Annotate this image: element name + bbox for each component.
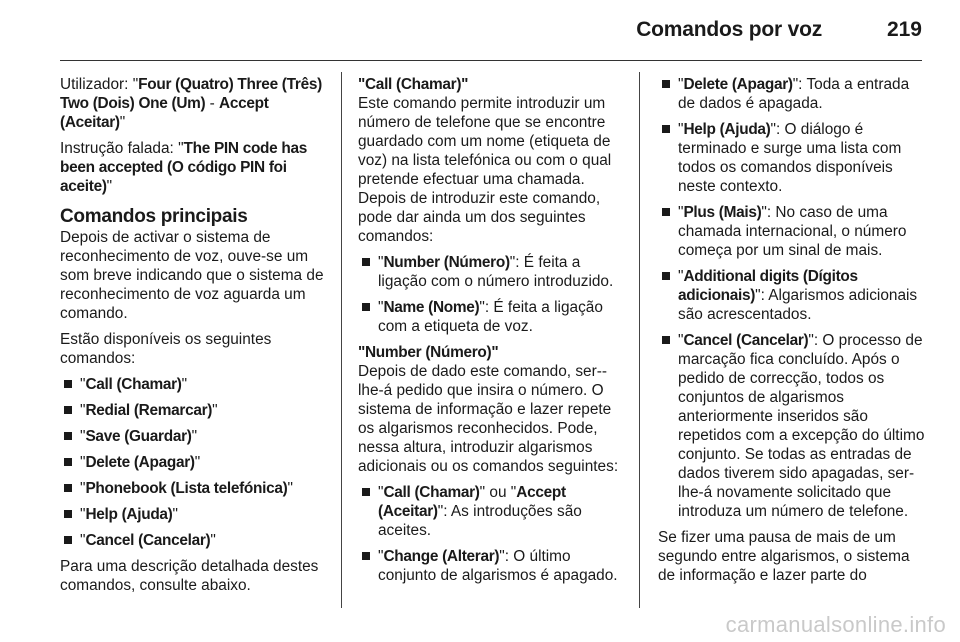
list-item: "Delete (Apagar)": Toda a entrada de dados é apagada. (658, 75, 928, 113)
section-heading: Comandos principais (60, 206, 248, 227)
list-item: "Additional digits (Dígitos adicionais)": Algarismos adicionais são acrescentados. (658, 267, 928, 324)
list-item: "Number (Número)": É feita a ligação com o número introduzido. (358, 253, 628, 291)
list-item: "Save (Guardar)" (60, 427, 330, 446)
page-number: 219 (886, 18, 922, 41)
intro-paragraph: Depois de activar o sistema de reconhecimento de voz, ouve-se um som breve indicando que o sistema de reconhecimento de voz aguarda um comando. (60, 229, 324, 322)
list-item: "Call (Chamar)" ou "Accept (Aceitar)": As introduções são aceites. (358, 483, 628, 540)
column-divider-2 (639, 72, 640, 608)
list-item: "Call (Chamar)" (60, 375, 330, 394)
list-item: "Cancel (Cancelar)" (60, 531, 330, 550)
list-item: "Plus (Mais)": No caso de uma chamada internacional, o número começa por um sinal de mais. (658, 203, 928, 260)
number-subheading: "Number (Número)" (358, 344, 499, 361)
list-item: "Phonebook (Lista telefónica)" (60, 479, 330, 498)
column-1 (60, 75, 330, 602)
column-divider-1 (341, 72, 342, 608)
watermark: carmanualsonline.info (725, 612, 946, 637)
list-item: "Change (Alterar)": O último conjunto de algarismos é apagado. (358, 547, 628, 585)
call-subheading: "Call (Chamar)" (358, 76, 469, 93)
user-line: Utilizador: "Four (Quatro) Three (Três) Two (Dois) One (Um) - Accept (Aceitar)" (60, 76, 322, 131)
list-item: "Help (Ajuda)": O diálogo é terminado e surge uma lista com todos os comandos disponíveis neste contexto. (658, 120, 928, 196)
available-commands-text: Estão disponíveis os seguintes comandos: (60, 331, 272, 367)
column-3 (658, 75, 928, 592)
list-item: "Redial (Remarcar)" (60, 401, 330, 420)
column-2 (358, 75, 628, 592)
list-item: "Delete (Apagar)" (60, 453, 330, 472)
list-item: "Name (Nome)": É feita a ligação com a etiqueta de voz. (358, 298, 628, 336)
list-item: "Help (Ajuda)" (60, 505, 330, 524)
pause-paragraph: Se fizer uma pausa de mais de um segundo entre algarismos, o sistema de informação e lazer parte do (658, 529, 910, 584)
number-paragraph: Depois de dado este comando, ser--lhe-á pedido que insira o número. O sistema de informação e lazer repete os algarismos reconhecidos. Pode, nessa altura, introduzir algarismos adicionais ou os comandos seguintes: (358, 363, 619, 475)
header-rule (60, 60, 922, 61)
prompt-line: Instrução falada: "The PIN code has been accepted (O código PIN foi aceite)" (60, 140, 308, 195)
page-title: Comandos por voz (636, 18, 822, 41)
call-paragraph: Este comando permite introduzir um número de telefone que se encontre guardado com um nome (etiqueta de voz) na lista telefónica ou com o qual pretende efectuar uma chamada. Depois de introduzir este comando, pode dar ainda um dos seguintes comandos: (358, 95, 612, 245)
outro-paragraph: Para uma descrição detalhada destes comandos, consulte abaixo. (60, 558, 319, 594)
list-item: "Cancel (Cancelar)": O processo de marcação fica concluído. Após o pedido de correcção, todos os conjuntos de algarismos anteriormente inseridos são repetidos com a excepção do último conjunto. Se todas as entradas de dados tiverem sido apagadas, ser-lhe-á novamente solicitado que introduza um número de telefone. (658, 331, 928, 521)
